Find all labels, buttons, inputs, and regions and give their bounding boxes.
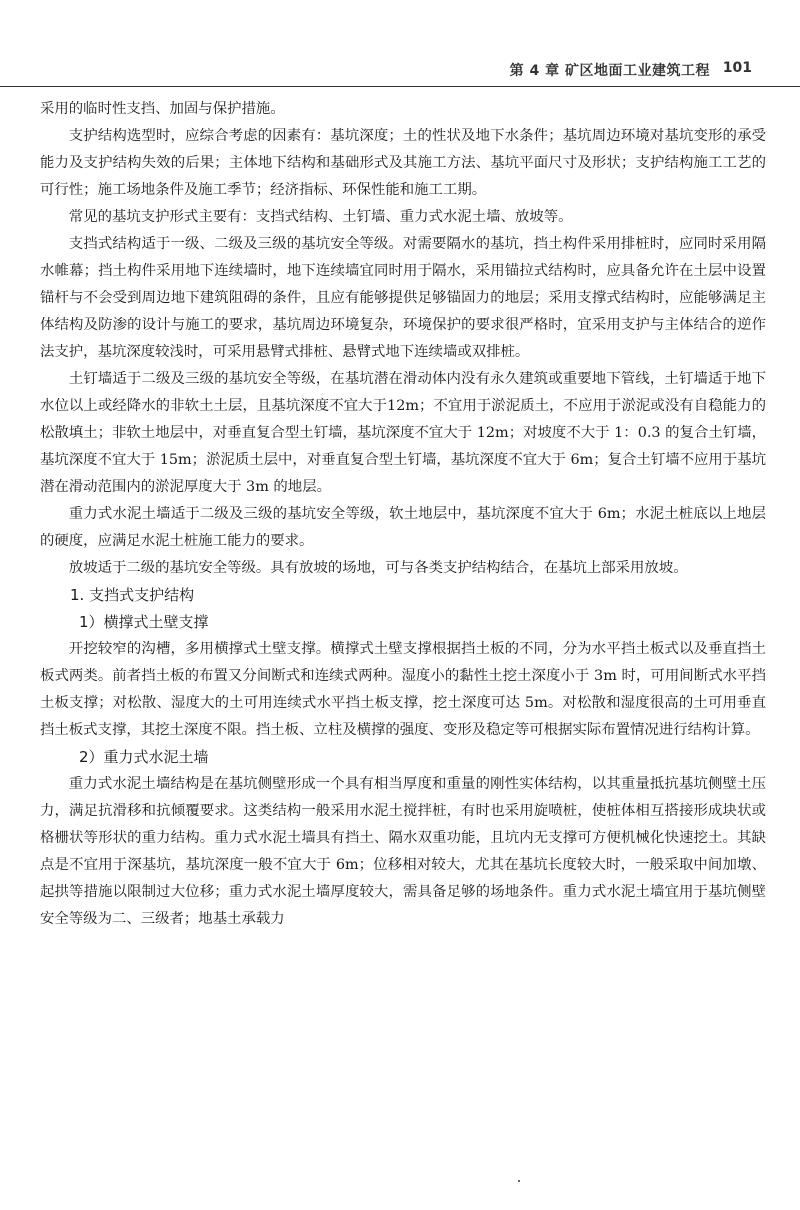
body-text	[40, 96, 766, 933]
scan-speck	[518, 1180, 520, 1182]
paragraph: 重力式水泥土墙适于二级及三级的基坑安全等级，软土地层中，基坑深度不宜大于 6m；水泥土桩底以上地层的硬度，应满足水泥土桩施工能力的要求。	[40, 506, 766, 549]
paragraph: 支护结构选型时，应综合考虑的因素有：基坑深度；土的性状及地下水条件；基坑周边环境对基坑变形的承受能力及支护结构失效的后果；主体地下结构和基础形式及其施工方法、基坑平面尺寸及形状；支护结构施工工艺的可行性；施工场地条件及施工季节；经济指标、环保性能和施工工期。	[40, 128, 766, 198]
paragraph: 重力式水泥土墙结构是在基坑侧壁形成一个具有相当厚度和重量的刚性实体结构，以其重量抵抗基坑侧壁土压力，满足抗滑移和抗倾覆要求。这类结构一般采用水泥土搅拌桩，有时也采用旋喷桩，使桩体相互搭接形成块状或格栅状等形状的重力结构。重力式水泥土墙具有挡土、隔水双重功能，且坑内无支撑可方便机械化快速挖土。其缺点是不宜用于深基坑，基坑深度一般不宜大于 6m；位移相对较大，尤其在基坑长度较大时，一般采取中间加墩、起拱等措施以限制过大位移；重力式水泥土墙厚度较大，需具备足够的场地条件。重力式水泥土墙宜用于基坑侧壁安全等级为二、三级者；地基土承载力	[40, 776, 766, 927]
paragraph: 支挡式结构适于一级、二级及三级的基坑安全等级。对需要隔水的基坑，挡土构件采用排桩时，应同时采用隔水帷幕；挡土构件采用地下连续墙时，地下连续墙宜同时用于隔水，采用锚拉式结构时，应具备允许在土层中设置锚杆与不会受到周边地下建筑阻碍的条件，且应有能够提供足够锚固力的地层；采用支撑式结构时，应能够满足主体结构及防渗的设计与施工的要求，基坑周边环境复杂，环境保护的要求很严格时，宜采用支护与主体结合的逆作法支护，基坑深度较浅时，可采用悬臂式排桩、悬臂式地下连续墙或双排桩。	[40, 236, 766, 360]
paragraph: 放坡适于二级的基坑安全等级。具有放坡的场地，可与各类支护结构结合，在基坑上部采用放坡。	[68, 560, 688, 576]
section-heading: 1. 支挡式支护结构	[70, 586, 195, 604]
paragraph: 采用的临时性支挡、加固与保护措施。	[40, 101, 285, 117]
paragraph: 土钉墙适于二级及三级的基坑安全等级，在基坑潜在滑动体内没有永久建筑或重要地下管线，土钉墙适于地下水位以上或经降水的非软土土层，且基坑深度不宜大于12m；不宜用于淤泥质土，不应用于淤泥或没有自稳能力的松散填土；非软土地层中，对垂直复合型土钉墙，基坑深度不宜大于 12m；对坡度不大于 1：0.3 的复合土钉墙，基坑深度不宜大于 15m；淤泥质土层中，对垂直复合型土钉墙，基坑深度不宜大于 6m；复合土钉墙不应用于基坑潜在滑动范围内的淤泥厚度大于 3m 的地层。	[40, 371, 766, 495]
chapter-title: 第 4 章 矿区地面工业建筑工程	[509, 63, 710, 79]
paragraph: 常见的基坑支护形式主要有：支挡式结构、土钉墙、重力式水泥土墙、放坡等。	[68, 209, 573, 225]
running-header	[0, 56, 800, 87]
subsection-heading: 1）横撑式土壁支撑	[79, 613, 209, 631]
subsection-heading: 2）重力式水泥土墙	[79, 748, 209, 766]
page-number: 101	[722, 60, 752, 76]
paragraph: 开挖较窄的沟槽，多用横撑式土壁支撑。横撑式土壁支撑根据挡土板的不同，分为水平挡土板式以及垂直挡土板式两类。前者挡土板的布置又分间断式和连续式两种。湿度小的黏性土挖土深度小于 3m 时，可用间断式水平挡土板支撑；对松散、湿度大的土可用连续式水平挡土板支撑，挖土深度可达 5m。对松散和湿度很高的土可用垂直挡土板式支撑，其挖土深度不限。挡土板、立柱及横撑的强度、变形及稳定等可根据实际布置情况进行结构计算。	[40, 641, 766, 738]
